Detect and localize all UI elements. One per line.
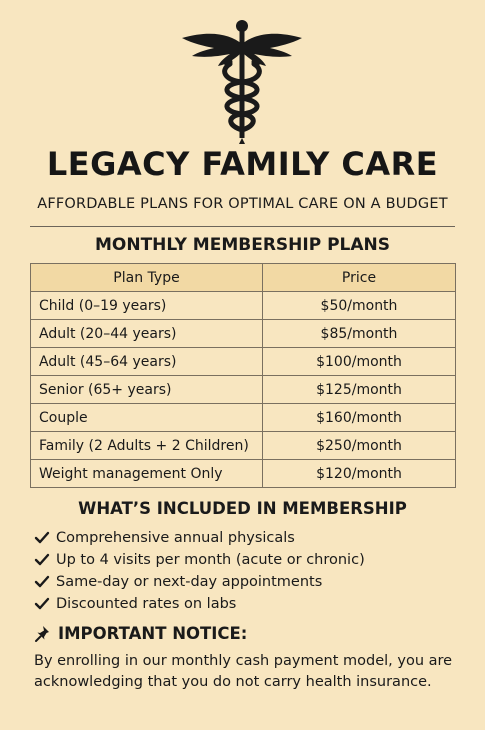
plan-type-cell: Adult (20–44 years) xyxy=(31,320,263,348)
plan-price-cell: $50/month xyxy=(263,292,456,320)
plan-type-cell: Weight management Only xyxy=(31,460,263,488)
checkmark-icon xyxy=(34,597,50,611)
divider xyxy=(30,226,455,227)
pushpin-icon xyxy=(34,625,52,643)
plan-price-cell: $85/month xyxy=(263,320,456,348)
list-item xyxy=(34,527,365,549)
table-row xyxy=(31,460,456,488)
included-item-text: Comprehensive annual physicals xyxy=(56,530,295,546)
table-row xyxy=(31,376,456,404)
included-item-text: Same-day or next-day appointments xyxy=(56,574,323,590)
included-item-text: Discounted rates on labs xyxy=(56,596,237,612)
column-header-plan-type: Plan Type xyxy=(31,264,263,292)
plans-heading: MONTHLY MEMBERSHIP PLANS xyxy=(94,235,391,255)
checkmark-icon xyxy=(34,531,50,545)
list-item xyxy=(34,549,365,571)
column-header-price: Price xyxy=(263,264,456,292)
plan-type-cell: Senior (65+ years) xyxy=(31,376,263,404)
table-row xyxy=(31,432,456,460)
included-heading: WHAT’S INCLUDED IN MEMBERSHIP xyxy=(78,499,407,518)
notice-heading xyxy=(34,624,247,643)
notice-text: By enrolling in our monthly cash payment model, you are acknowledging that you do not carry health insurance. xyxy=(34,653,453,690)
notice-heading-text: IMPORTANT NOTICE: xyxy=(58,624,248,643)
page-title: LEGACY FAMILY CARE xyxy=(46,145,439,183)
included-item-text: Up to 4 visits per month (acute or chronic) xyxy=(56,552,365,568)
included-list xyxy=(34,527,365,615)
plan-price-cell: $250/month xyxy=(263,432,456,460)
table-row xyxy=(31,320,456,348)
list-item xyxy=(34,593,365,615)
plan-type-cell: Couple xyxy=(31,404,263,432)
page-subtitle: AFFORDABLE PLANS FOR OPTIMAL CARE ON A BUDGET xyxy=(37,196,448,212)
plan-price-cell: $125/month xyxy=(263,376,456,404)
plan-price-cell: $160/month xyxy=(263,404,456,432)
caduceus-icon xyxy=(180,14,304,146)
plans-table xyxy=(30,263,456,488)
checkmark-icon xyxy=(34,575,50,589)
table-row xyxy=(31,292,456,320)
plan-type-cell: Child (0–19 years) xyxy=(31,292,263,320)
table-row xyxy=(31,348,456,376)
list-item xyxy=(34,571,365,593)
checkmark-icon xyxy=(34,553,50,567)
table-header-row xyxy=(31,264,456,292)
plan-type-cell: Family (2 Adults + 2 Children) xyxy=(31,432,263,460)
plan-price-cell: $100/month xyxy=(263,348,456,376)
table-row xyxy=(31,404,456,432)
plan-type-cell: Adult (45–64 years) xyxy=(31,348,263,376)
plan-price-cell: $120/month xyxy=(263,460,456,488)
